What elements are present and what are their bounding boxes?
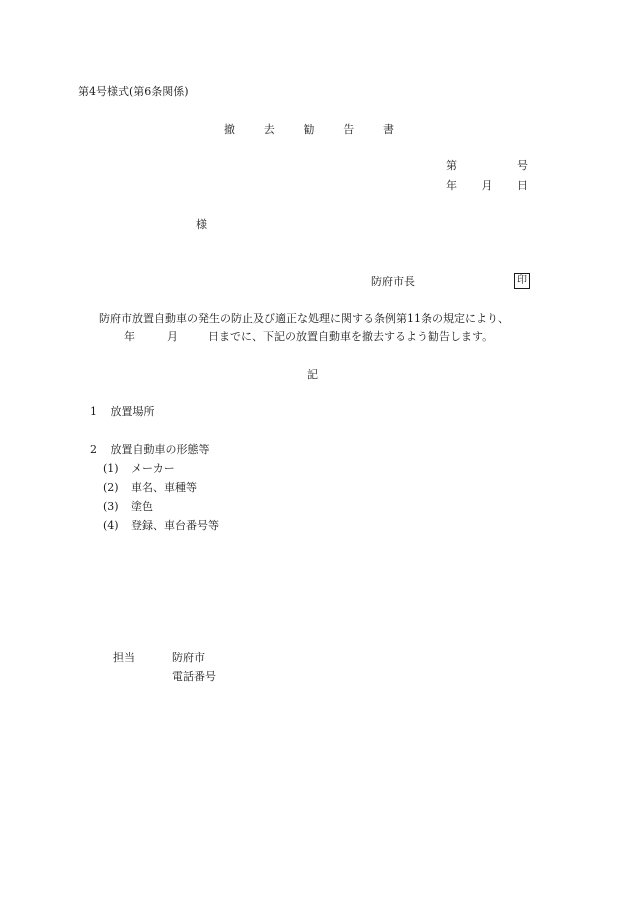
body-text-line2 xyxy=(124,331,493,342)
body-text-line1: 防府市放置自動車の発生の防止及び適正な処理に関する条例第11条の規定により、 xyxy=(99,312,509,325)
contact-phone-label: 電話番号 xyxy=(172,670,216,683)
sub-item-number: (1) xyxy=(103,462,119,475)
title-char: 告 xyxy=(343,123,355,136)
title-char: 去 xyxy=(263,123,275,136)
sub-item-label: 塗色 xyxy=(131,500,153,513)
document-title xyxy=(224,124,394,135)
sub-list-item xyxy=(103,482,197,493)
sub-list-item xyxy=(103,520,219,531)
sub-item-label: 車名、車種等 xyxy=(131,481,197,494)
form-number: 第4号様式(第6条関係) xyxy=(78,85,189,98)
document-date xyxy=(446,180,528,191)
recipient-honorific: 様 xyxy=(196,218,207,231)
record-heading: 記 xyxy=(307,368,318,381)
list-item xyxy=(90,444,210,455)
date-day: 日 xyxy=(517,179,528,192)
document-number xyxy=(446,160,528,171)
sub-item-label: メーカー xyxy=(131,462,175,475)
sub-item-number: (3) xyxy=(103,500,119,513)
item-label: 放置自動車の形態等 xyxy=(110,443,210,456)
contact-label: 担当 xyxy=(113,651,135,664)
sub-list-item xyxy=(103,501,153,512)
contact-department: 防府市 xyxy=(172,651,205,664)
date-year: 年 xyxy=(446,179,457,192)
seal-mark: 印 xyxy=(514,273,530,289)
deadline-tail: 日までに、下記の放置自動車を撤去するよう勧告します。 xyxy=(208,330,494,343)
sub-item-label: 登録、車台番号等 xyxy=(131,519,219,532)
sub-list-item xyxy=(103,463,175,474)
item-label: 放置場所 xyxy=(110,405,155,418)
deadline-month: 月 xyxy=(167,330,178,343)
title-char: 撤 xyxy=(224,123,235,136)
date-month: 月 xyxy=(481,179,493,192)
item-number: 1 xyxy=(90,405,97,418)
sub-item-number: (2) xyxy=(103,481,119,494)
doc-number-prefix: 第 xyxy=(446,159,457,172)
item-number: 2 xyxy=(90,443,97,456)
list-item xyxy=(90,406,155,417)
sub-item-number: (4) xyxy=(103,519,119,532)
title-char: 書 xyxy=(383,123,394,136)
doc-number-suffix: 号 xyxy=(517,159,528,172)
deadline-year: 年 xyxy=(124,330,135,343)
issuer-title: 防府市長 xyxy=(371,275,415,288)
title-char: 勧 xyxy=(303,123,315,136)
